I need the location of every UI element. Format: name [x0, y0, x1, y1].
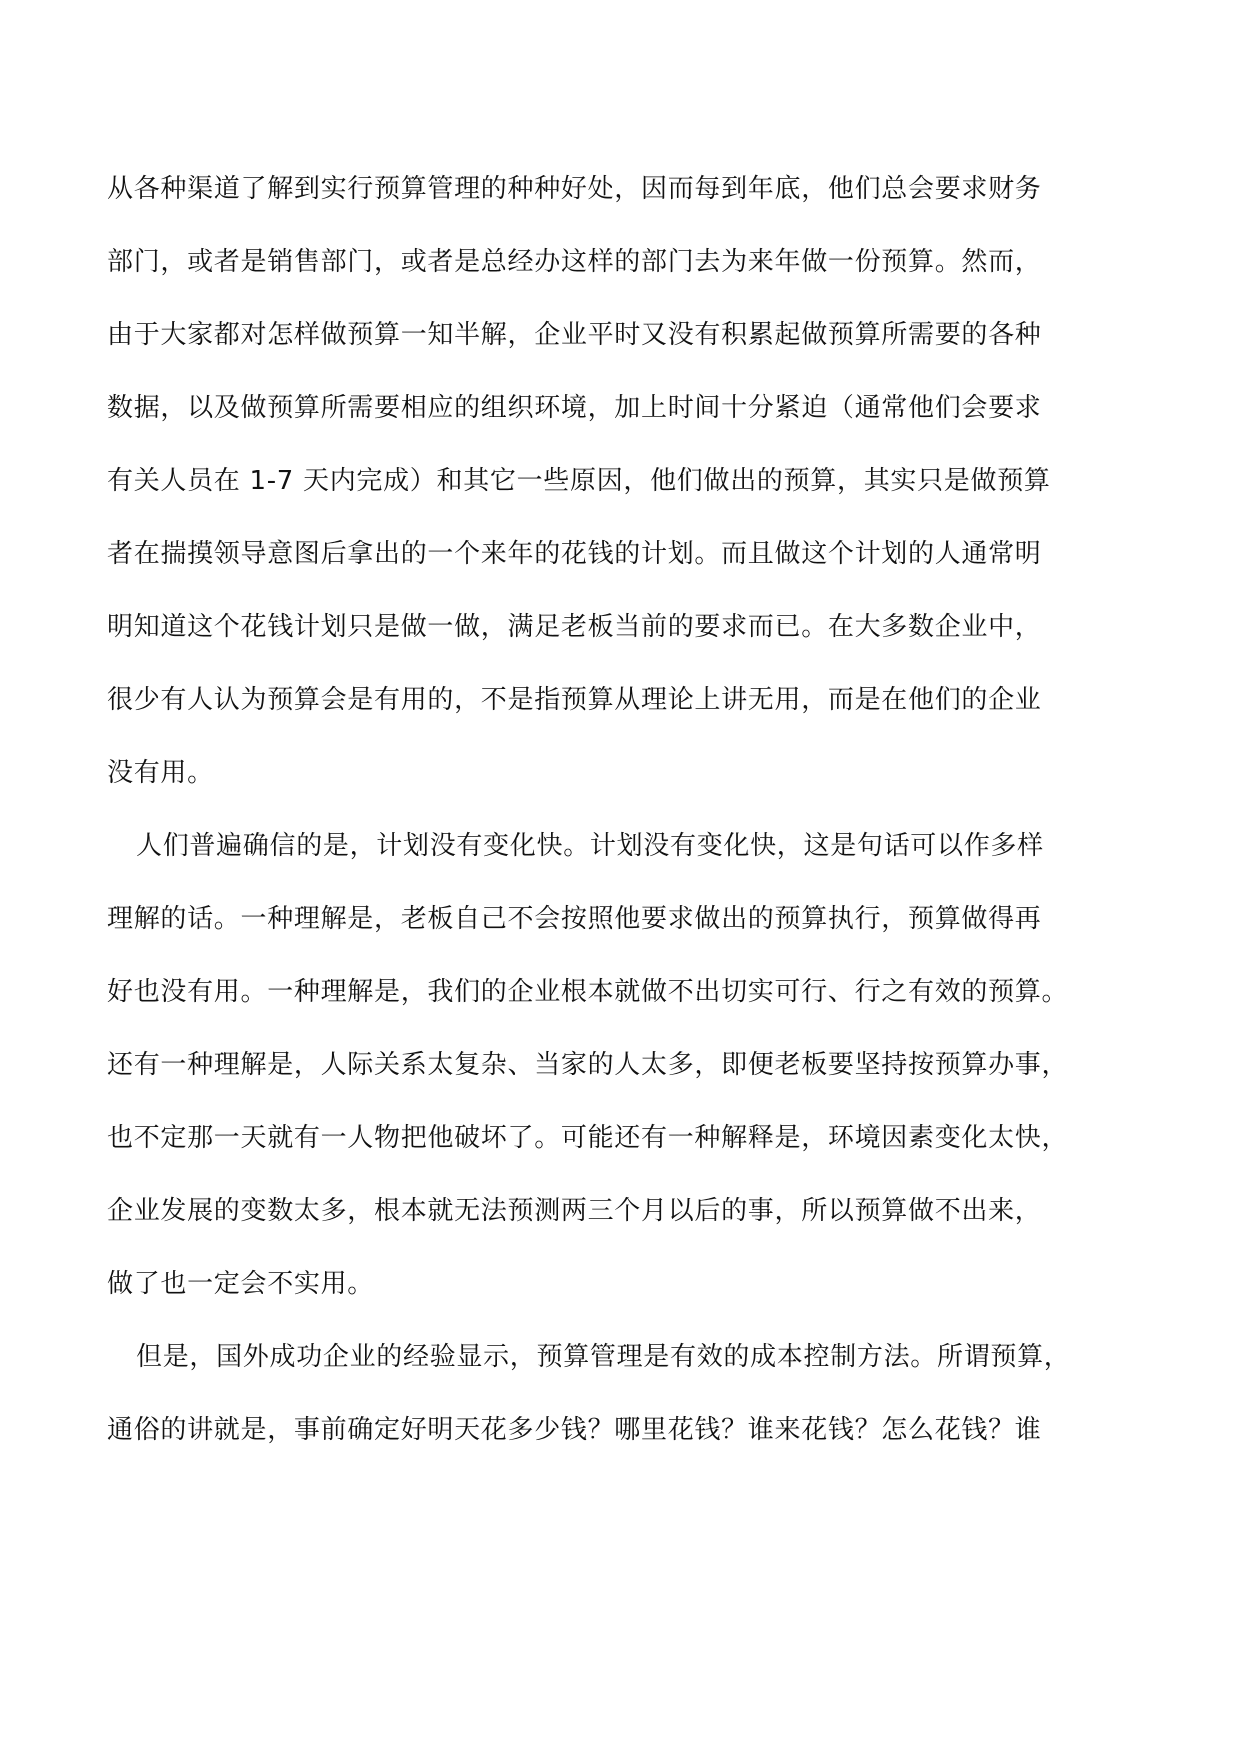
- text-line: 也不定那一天就有一人物把他破坏了。可能还有一种解释是，环境因素变化太快，: [107, 1123, 1069, 1153]
- text-line: 部门，或者是销售部门，或者是总经办这样的部门去为来年做一份预算。然而，: [107, 247, 1042, 277]
- text-line: 从各种渠道了解到实行预算管理的种种好处，因而每到年底，他们总会要求财务: [107, 174, 1042, 204]
- text-line: 企业发展的变数太多，根本就无法预测两三个月以后的事，所以预算做不出来，: [107, 1196, 1042, 1226]
- text-line: 明知道这个花钱计划只是做一做，满足老板当前的要求而已。在大多数企业中，: [107, 612, 1042, 642]
- text-line: 还有一种理解是，人际关系太复杂、当家的人太多，即便老板要坚持按预算办事，: [107, 1050, 1069, 1080]
- text-line: 者在揣摸领导意图后拿出的一个来年的花钱的计划。而且做这个计划的人通常明: [107, 539, 1042, 569]
- text-line: 有关人员在 1-7 天内完成）和其它一些原因，他们做出的预算，其实只是做预算: [107, 466, 1051, 496]
- text-line: 通俗的讲就是，事前确定好明天花多少钱？哪里花钱？谁来花钱？怎么花钱？谁: [107, 1415, 1042, 1445]
- text-line: 没有用。: [107, 758, 214, 788]
- paragraph-start-line: 人们普遍确信的是，计划没有变化快。计划没有变化快，这是句话可以作多样: [136, 831, 1044, 861]
- text-line: 理解的话。一种理解是，老板自己不会按照他要求做出的预算执行，预算做得再: [107, 904, 1042, 934]
- text-line: 很少有人认为预算会是有用的，不是指预算从理论上讲无用，而是在他们的企业: [107, 685, 1042, 715]
- text-line: 由于大家都对怎样做预算一知半解，企业平时又没有积累起做预算所需要的各种: [107, 320, 1042, 350]
- paragraph-start-line: 但是，国外成功企业的经验显示，预算管理是有效的成本控制方法。所谓预算，: [136, 1342, 1071, 1372]
- text-line: 做了也一定会不实用。: [107, 1269, 375, 1299]
- text-line: 好也没有用。一种理解是，我们的企业根本就做不出切实可行、行之有效的预算。: [107, 977, 1069, 1007]
- text-line: 数据，以及做预算所需要相应的组织环境，加上时间十分紧迫（通常他们会要求: [107, 393, 1042, 423]
